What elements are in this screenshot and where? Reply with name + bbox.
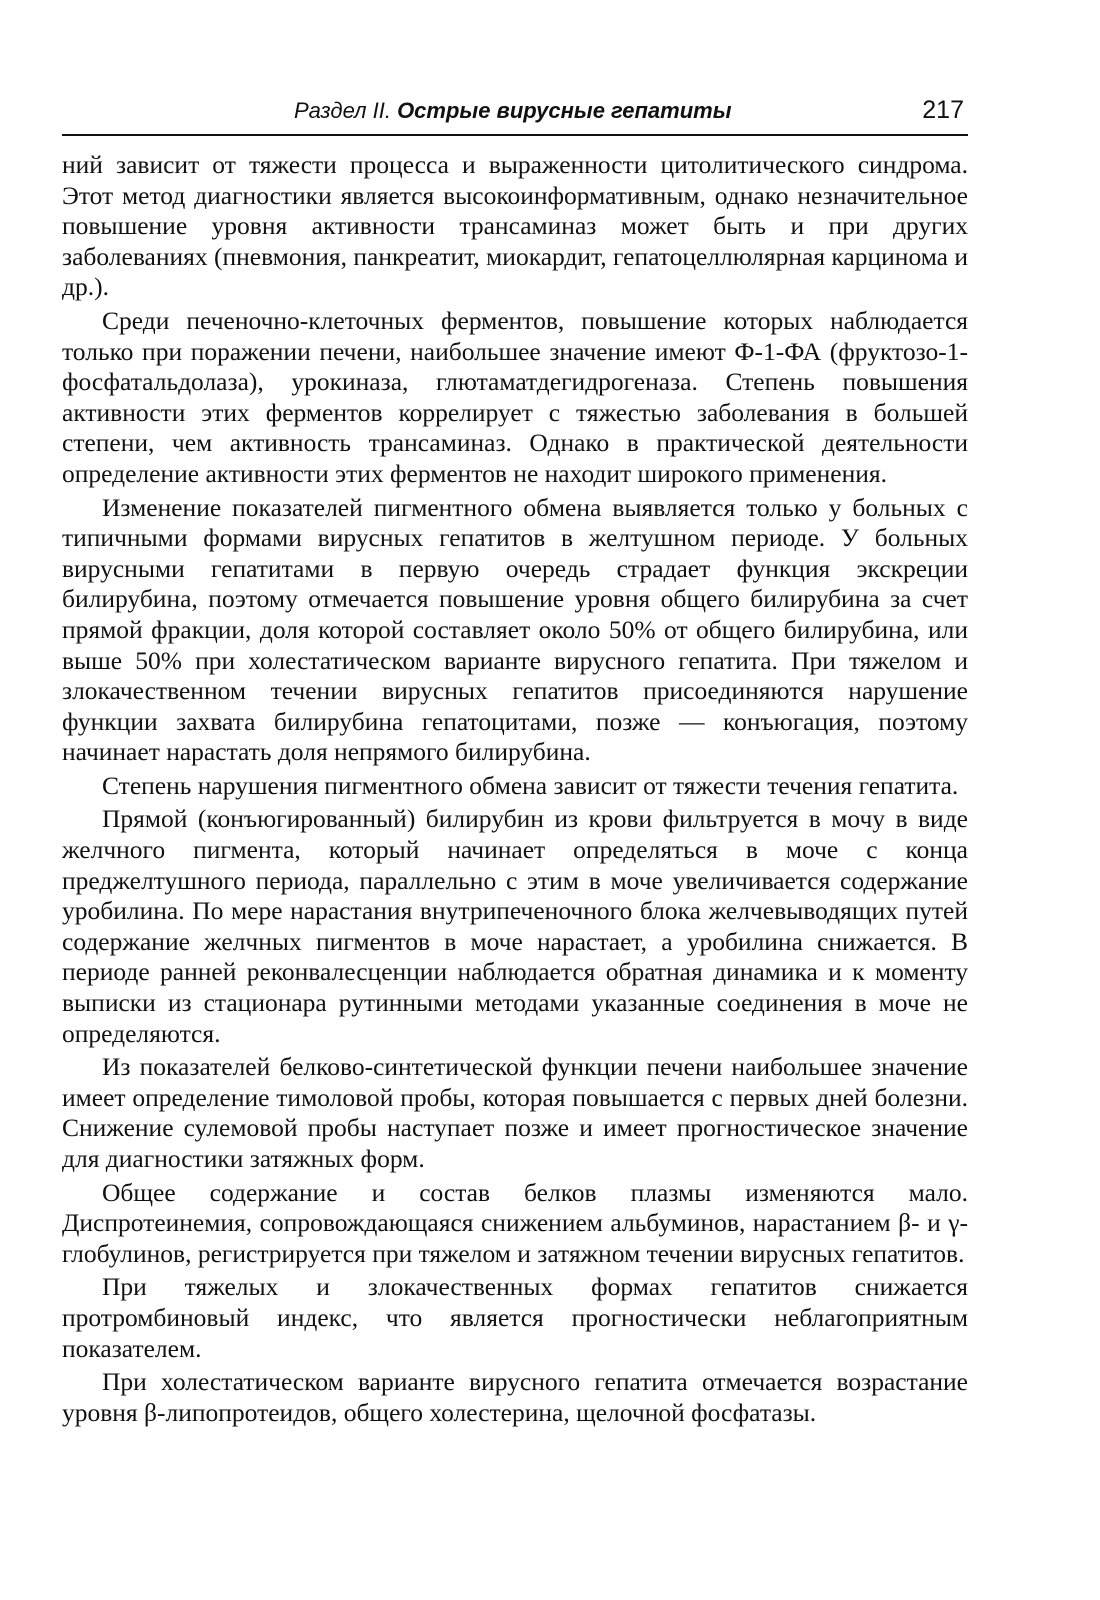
running-header bbox=[62, 92, 968, 136]
paragraph: Прямой (конъюгированный) билирубин из крови фильтруется в мочу в виде желчного пигмента, который начинает определяться в моче с конца преджелтушного периода, параллельно с этим в моче увеличивается содержание уробилина. По мере нарастания внутрипеченочного блока желчевыводящих путей содержание желчных пигментов в моче нарастает, а уробилина снижается. В периоде ранней реконвалесценции наблюдается обратная динамика и к моменту выписки из стационара рутинными методами указанные соединения в моче не определяются. bbox=[62, 804, 968, 1048]
page-number: 217 bbox=[922, 96, 964, 124]
paragraph: При тяжелых и злокачественных формах гепатитов снижается протромбиновый индекс, что является прогностически неблагоприятным показателем. bbox=[62, 1272, 968, 1363]
paragraph: Из показателей белково-синтетической функции печени наибольшее значение имеет определение тимоловой пробы, которая повышается с первых дней болезни. Снижение сулемовой пробы наступает позже и имеет прогностическое значение для диагностики затяжных форм. bbox=[62, 1052, 968, 1173]
book-page bbox=[62, 92, 968, 1431]
section-label: Раздел II. bbox=[294, 98, 391, 123]
paragraph: Изменение показателей пигментного обмена выявляется только у больных с типичными формами вирусных гепатитов в желтушном периоде. У больных вирусными гепатитами в первую очередь страдает функция экскреции билирубина, поэтому отмечается повышение уровня общего билирубина за счет прямой фракции, доля которой составляет около 50% от общего билирубина, или выше 50% при холестатическом варианте вирусного гепатита. При тяжелом и злокачественном течении вирусных гепатитов присоединяются нарушение функции захвата билирубина гепатоцитами, позже — конъюгация, поэтому начинает нарастать доля непрямого билирубина. bbox=[62, 492, 968, 767]
chapter-title: Острые вирусные гепатиты bbox=[397, 98, 732, 123]
paragraph-continuation: ний зависит от тяжести процесса и выраженности цитолитического синдрома. Этот метод диагностики является высокоинформативным, однако незначительное повышение уровня активности трансаминаз может быть и при других заболеваниях (пневмония, панкреатит, миокардит, гепатоцеллюлярная карцинома и др.). bbox=[62, 150, 969, 302]
running-title bbox=[294, 98, 732, 124]
paragraph: При холестатическом варианте вирусного гепатита отмечается возрастание уровня β-липопротеидов, общего холестерина, щелочной фосфатазы. bbox=[62, 1367, 968, 1427]
paragraph: Степень нарушения пигментного обмена зависит от тяжести течения гепатита. bbox=[102, 770, 959, 800]
paragraph: Среди печеночно-клеточных ферментов, повышение которых наблюдается только при поражении печени, наибольшее значение имеют Ф-1-ФА (фруктозо-1-фосфатальдолаза), урокиназа, глютаматдегидрогеназа. Степень повышения активности этих ферментов коррелирует с тяжестью заболевания в большей степени, чем активность трансаминаз. Однако в практической деятельности определение активности этих ферментов не находит широкого применения. bbox=[62, 305, 968, 488]
body-text bbox=[62, 150, 968, 1428]
paragraph: Общее содержание и состав белков плазмы изменяются мало. Диспротеинемия, сопровождающаяся снижением альбуминов, нарастанием β- и γ-глобулинов, регистрируется при тяжелом и затяжном течении вирусных гепатитов. bbox=[62, 1177, 968, 1268]
